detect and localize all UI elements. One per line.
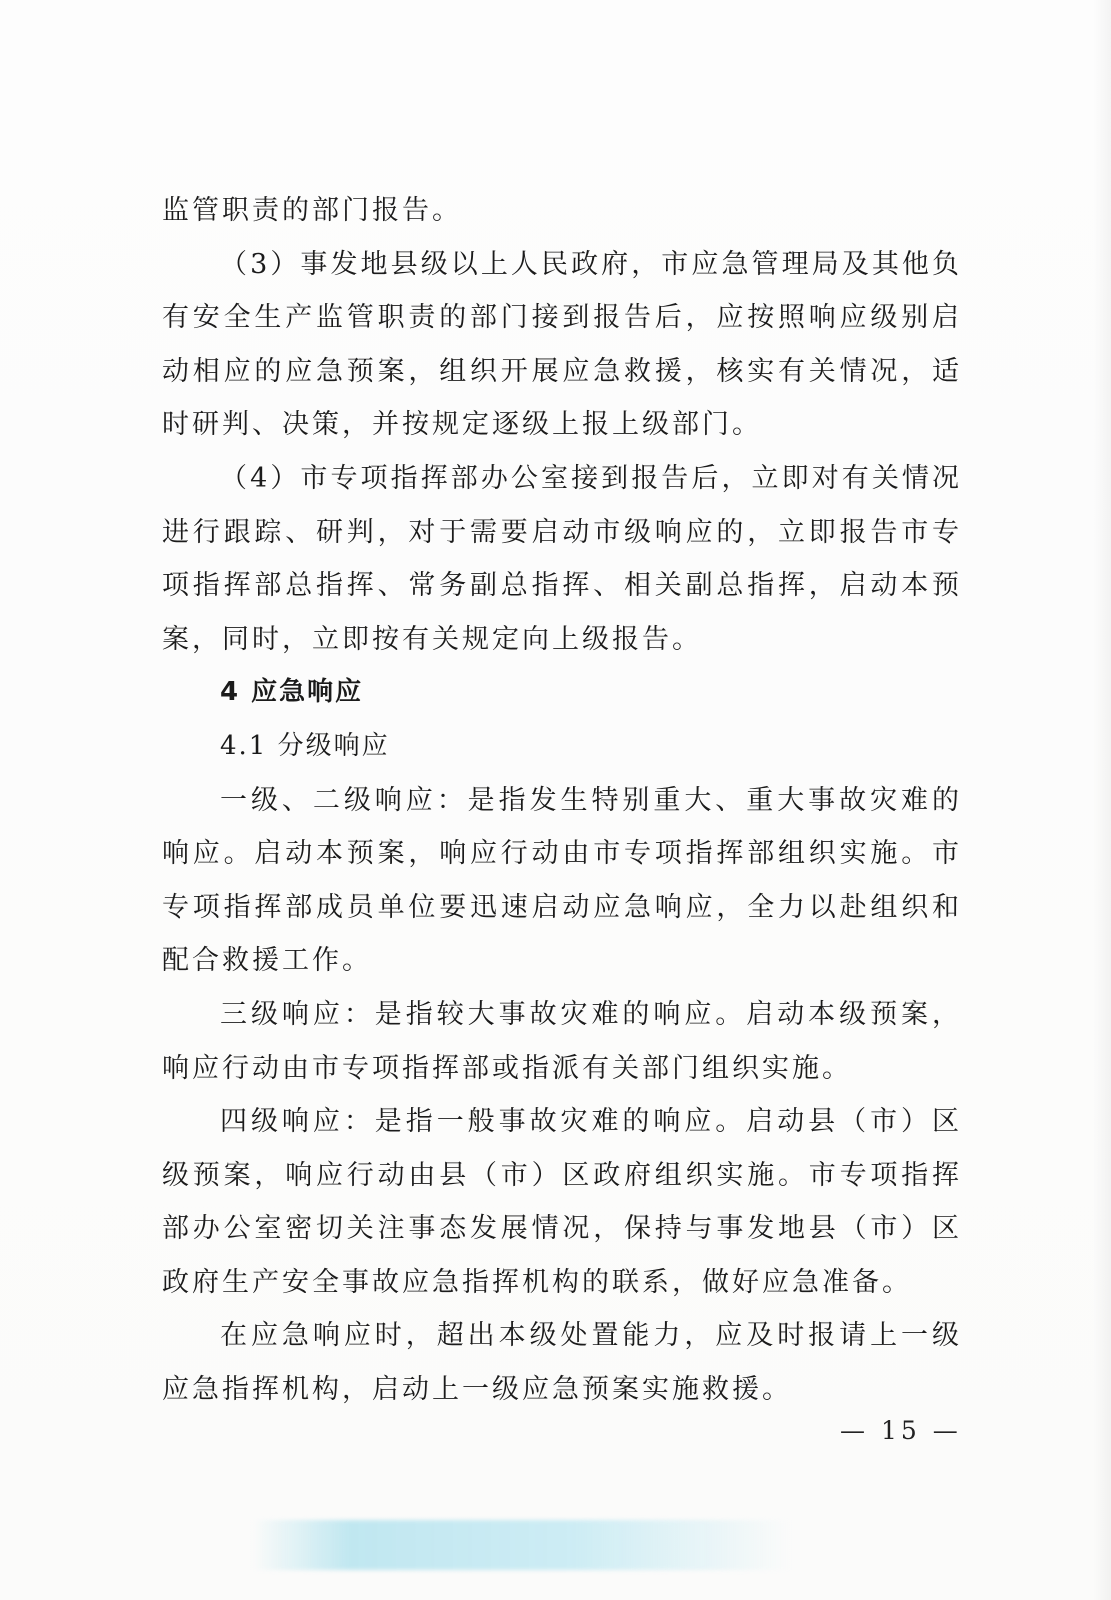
page-edge-shadow (1093, 0, 1111, 1600)
paragraph-level-4-response: 四级响应：是指一般事故灾难的响应。启动县（市）区级预案，响应行动由县（市）区政府组织实施。市专项指挥部办公室密切关注事态发展情况，保持与事发地县（市）区政府生产安全事故应急指挥机构的联系，做好应急准备。 (162, 1106, 962, 1298)
document-body (162, 184, 962, 1417)
paragraph-item-4: （4）市专项指挥部办公室接到报告后，立即对有关情况进行跟踪、研判，对于需要启动市级响应的，立即报告市专项指挥部总指挥、常务副总指挥、相关副总指挥，启动本预案，同时，立即按有关规定向上级报告。 (162, 462, 962, 655)
subsection-heading: 4.1 分级响应 (220, 730, 390, 761)
section-heading: 4 应急响应 (220, 677, 364, 708)
scan-color-band (252, 1520, 792, 1570)
paragraph-level-1-2-response: 一级、二级响应：是指发生特别重大、重大事故灾难的响应。启动本预案，响应行动由市专项指挥部组织实施。市专项指挥部成员单位要迅速启动应急响应，全力以赴组织和配合救援工作。 (162, 784, 962, 977)
paragraph-continuation: 监管职责的部门报告。 (162, 195, 462, 226)
paragraph-level-3-response: 三级响应：是指较大事故灾难的响应。启动本级预案，响应行动由市专项指挥部或指派有关部门组织实施。 (162, 998, 962, 1084)
paragraph-escalation: 在应急响应时，超出本级处置能力，应及时报请上一级应急指挥机构，启动上一级应急预案实施救援。 (162, 1320, 962, 1406)
page-number: — 15 — (840, 1416, 962, 1445)
paragraph-item-3: （3）事发地县级以上人民政府，市应急管理局及其他负有安全生产监管职责的部门接到报告后，应按照响应级别启动相应的应急预案，组织开展应急救援，核实有关情况，适时研判、决策，并按规定逐级上报上级部门。 (162, 248, 962, 441)
